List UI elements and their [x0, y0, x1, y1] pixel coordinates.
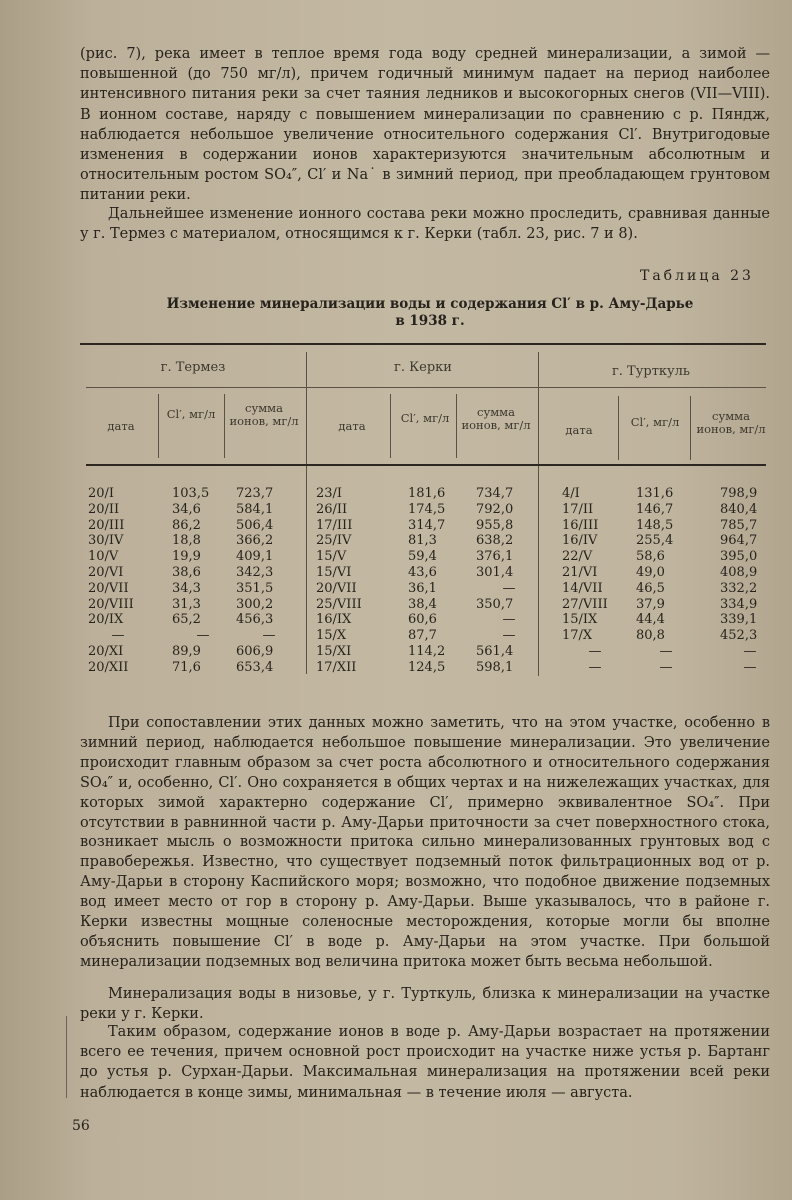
table-cell: 734,7: [476, 486, 514, 501]
table-cell: 38,4: [408, 596, 437, 612]
table-cell: 59,4: [408, 549, 437, 565]
table-cell: 840,4: [720, 501, 758, 517]
table-cell: 25/VIII: [316, 596, 362, 612]
col-cl-turtkul: Cl′, мг/л: [630, 415, 680, 429]
table-label: Таблица 23: [640, 268, 754, 284]
table-cell: 36,1: [408, 580, 437, 596]
table-title-line1: Изменение минерализации воды и содержания Cl′ в р. Аму-Дарье: [166, 296, 694, 312]
table-cell: 71,6: [172, 659, 201, 675]
table-cell: 606,9: [236, 643, 274, 659]
station-separator-1: [306, 352, 307, 674]
table-cell: 87,7: [408, 628, 437, 644]
table-cell: 43,6: [408, 564, 437, 580]
table-cell: 60,6: [408, 612, 437, 628]
table-cell: 81,3: [408, 533, 437, 549]
col-separator: [618, 396, 619, 460]
table-cell: 148,5: [636, 517, 674, 533]
table-cell: 342,3: [236, 564, 274, 580]
table-cell: 301,4: [476, 564, 514, 580]
table-cell: 20/IX: [88, 612, 124, 628]
col-date-kerki: дата: [338, 419, 366, 433]
table-cell: 131,6: [636, 486, 674, 501]
table-cell: 34,3: [172, 580, 201, 596]
table-cell: 332,2: [720, 580, 758, 596]
table-cell: 561,4: [476, 643, 514, 659]
table-cell: 376,1: [476, 549, 514, 565]
table-cell: 86,2: [172, 517, 201, 533]
table-cell: 80,8: [636, 628, 665, 644]
table-cell: 21/VI: [562, 564, 598, 580]
table-cell: 15/XI: [316, 643, 352, 659]
table-cell: 255,4: [636, 533, 674, 549]
table-cell: 339,1: [720, 612, 758, 628]
table-top-rule: [80, 343, 766, 345]
table-cell: —: [502, 628, 516, 644]
table-cell: 456,3: [236, 612, 274, 628]
table-cell: 20/VII: [316, 580, 357, 596]
table-cell: 955,8: [476, 517, 514, 533]
table-cell: 10/V: [88, 549, 119, 565]
col-separator: [390, 394, 391, 458]
table-cell: 124,5: [408, 659, 446, 675]
table-cell: 114,2: [408, 643, 446, 659]
table-cell: 351,5: [236, 580, 274, 596]
col-separator: [224, 394, 225, 458]
col-sum-kerki: сумма ионов, мг/л: [461, 405, 531, 432]
margin-pencil-mark: [66, 1016, 67, 1098]
table-cell: 30/IV: [88, 533, 124, 549]
station-header-termez: г. Термез: [160, 360, 226, 375]
table-cell: —: [659, 659, 673, 675]
table-cell: —: [502, 580, 516, 596]
table-cell: 15/IX: [562, 612, 598, 628]
table-cell: 26/II: [316, 501, 348, 517]
table-cell: 314,7: [408, 517, 446, 533]
table-cell: 44,4: [636, 612, 665, 628]
table-cell: 16/IV: [562, 533, 598, 549]
table-cell: 34,6: [172, 501, 201, 517]
table-cell: 20/III: [88, 517, 125, 533]
table-cell: 300,2: [236, 596, 274, 612]
table-cell: 181,6: [408, 486, 446, 501]
table-title: [130, 296, 730, 330]
table-cell: 16/IX: [316, 612, 352, 628]
table-cell: 785,7: [720, 517, 758, 533]
table-cell: 17/X: [562, 628, 593, 644]
paragraph-3: При сопоставлении этих данных можно заметить, что на этом участке, особенно в зимний период, наблюдается небольшое повышение минерализации. Это увеличение происходит главным образом за счет роста абсолютного и относительного содержания SO₄″ и, особенно, Cl′. Оно сохраняется в общих чертах и на нижележащих участках, для которых зимой характерно содержание Cl′, примерно эквивалентное SO₄″. При отсутствии в равнинной части р. Аму-Дарьи приточности за счет поверхностного стока, возникает мысль о возможности притока сильно минерализованных грунтовых вод с правобережья. Известно, что существует подземный поток фильтрационных вод от р. Аму-Дарьи в сторону Каспийского моря; возможно, что подобное движение подземных вод имеет место от гор в сторону р. Аму-Дарьи. Выше указывалось, что в районе г. Керки известны мощные соленосные месторождения, которые могли бы вполне объяснить повышение Cl′ в воде р. Аму-Дарьи на этом участке. При большой минерализации подземных вод величина притока может быть весьма небольшой.: [80, 715, 770, 970]
table-cell: 4/I: [562, 486, 580, 501]
header-divider: [86, 387, 766, 388]
table-cell: 409,1: [236, 549, 274, 565]
table-cell: 723,7: [236, 486, 274, 501]
table-cell: —: [196, 628, 210, 644]
table-cell: 15/VI: [316, 564, 352, 580]
header-bottom-rule: [86, 464, 766, 466]
table-cell: 17/XII: [316, 659, 357, 675]
table-cell: 506,4: [236, 517, 274, 533]
table-cell: 17/II: [562, 501, 594, 517]
table-cell: 16/III: [562, 517, 599, 533]
table-cell: 174,5: [408, 501, 446, 517]
table-cell: 46,5: [636, 580, 665, 596]
table-cell: 89,9: [172, 643, 201, 659]
col-date-turtkul: дата: [565, 423, 593, 437]
col-cl-termez: Cl′, мг/л: [166, 407, 216, 421]
col-sum-turtkul: сумма ионов, мг/л: [696, 409, 766, 436]
table-cell: —: [743, 659, 757, 675]
table-cell: 366,2: [236, 533, 274, 549]
table-cell: 37,9: [636, 596, 665, 612]
table-cell: 22/V: [562, 549, 593, 565]
page-number: 56: [72, 1118, 90, 1134]
table-cell: —: [111, 628, 125, 644]
paragraph-2: Дальнейшее изменение ионного состава реки можно проследить, сравнивая данные у г. Термез с материалом, относящимся к г. Керки (табл. 23, рис. 7 и 8).: [80, 206, 770, 243]
table-cell: 792,0: [476, 501, 514, 517]
col-separator: [158, 394, 159, 458]
table-cell: 20/II: [88, 501, 120, 517]
table-cell: 452,3: [720, 628, 758, 644]
station-header-turtkul: г. Турткуль: [611, 364, 691, 379]
table-cell: 38,6: [172, 564, 201, 580]
table-title-line2: в 1938 г.: [395, 313, 465, 329]
table-cell: 334,9: [720, 596, 758, 612]
col-sum-termez: сумма ионов, мг/л: [229, 401, 299, 428]
table-cell: 964,7: [720, 533, 758, 549]
table-cell: 146,7: [636, 501, 674, 517]
table-cell: 350,7: [476, 596, 514, 612]
table-cell: 598,1: [476, 659, 514, 675]
table-cell: —: [743, 643, 757, 659]
table-cell: —: [262, 628, 276, 644]
table-cell: 15/V: [316, 549, 347, 565]
table-cell: 49,0: [636, 564, 665, 580]
table-cell: 20/XI: [88, 643, 124, 659]
table-cell: 20/XII: [88, 659, 129, 675]
table-cell: 17/III: [316, 517, 353, 533]
table-cell: 27/VIII: [562, 596, 608, 612]
table-cell: 798,9: [720, 486, 758, 501]
table-cell: 395,0: [720, 549, 758, 565]
table-cell: 653,4: [236, 659, 274, 675]
table-cell: 20/I: [88, 486, 115, 501]
table-cell: —: [502, 612, 516, 628]
table-cell: 14/VII: [562, 580, 603, 596]
table-cell: 18,8: [172, 533, 201, 549]
table-cell: 103,5: [172, 486, 210, 501]
table-cell: 19,9: [172, 549, 201, 565]
col-separator: [690, 396, 691, 460]
table-cell: 25/IV: [316, 533, 352, 549]
table-cell: 65,2: [172, 612, 201, 628]
col-separator: [456, 394, 457, 458]
table-cell: 638,2: [476, 533, 514, 549]
paragraph-5: Таким образом, содержание ионов в воде р. Аму-Дарьи возрастает на протяжении всего ее течения, причем основной рост происходит на участке ниже устья р. Бартанг до устья р. Сурхан-Дарьи. Максимальная минерализация на протяжении всей реки наблюдается в конце зимы, минимальная — в течение июля — августа.: [80, 1024, 770, 1101]
table-cell: —: [588, 643, 602, 659]
paragraph-1: (рис. 7), река имеет в теплое время года воду средней минерализации, а зимой — повышенной (до 750 мг/л), причем годичный минимум падает на период наиболее интенсивного питания реки за счет таяния ледников и высокогорных снегов (VII—VIII). В ионном составе, наряду с повышением минерализации по сравнению с р. Пяндж, наблюдается небольшое увеличение относительного содержания Cl′. Внутригодовые изменения в содержании ионов характеризуются значительным абсолютным и относительным ростом SO₄″, Cl′ и Na˙ в зимний период, при преобладающем грунтовом питании реки.: [80, 46, 770, 204]
station-header-kerki: г. Керки: [394, 360, 452, 375]
table-cell: —: [659, 643, 673, 659]
table-cell: 584,1: [236, 501, 274, 517]
table-cell: 15/X: [316, 628, 347, 644]
table-cell: 20/VII: [88, 580, 129, 596]
col-date-termez: дата: [107, 419, 135, 433]
table-cell: 20/VI: [88, 564, 124, 580]
paragraph-4: Минерализация воды в низовье, у г. Турткуль, близка к минерализации на участке реки у г. Керки.: [80, 986, 770, 1023]
table-cell: 408,9: [720, 564, 758, 580]
col-cl-kerki: Cl′, мг/л: [400, 411, 450, 425]
table-cell: 23/I: [316, 486, 343, 501]
table-cell: 20/VIII: [88, 596, 134, 612]
table-cell: 58,6: [636, 549, 665, 565]
table-cell: —: [588, 659, 602, 675]
table-cell: 31,3: [172, 596, 201, 612]
